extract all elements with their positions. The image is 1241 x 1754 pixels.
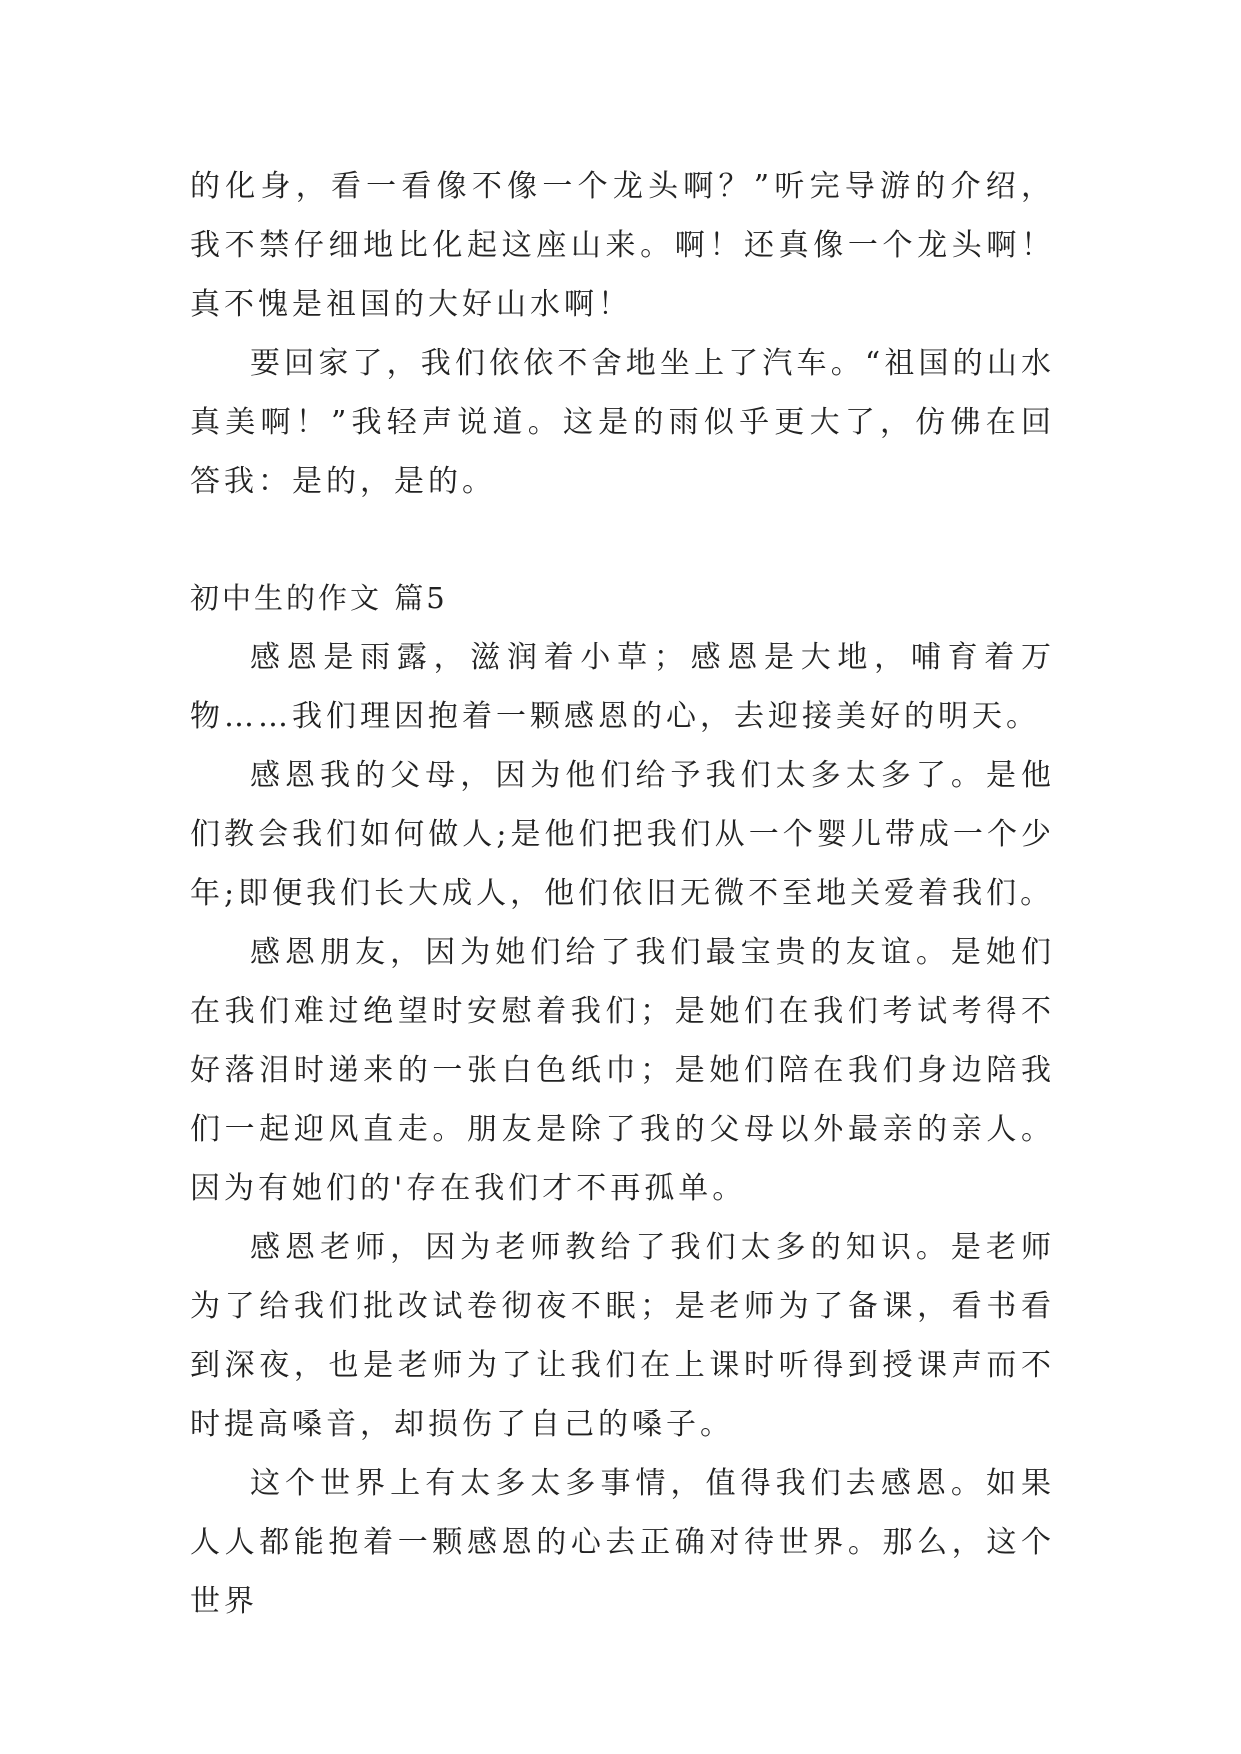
document-body bbox=[190, 157, 1055, 1631]
paragraph-parents: 感恩我的父母，因为他们给予我们太多太多了。是他们教会我们如何做人;是他们把我们从一个婴儿带成一个少年;即便我们长大成人，他们依旧无微不至地关爱着我们。 bbox=[190, 758, 1055, 911]
paragraph-continued: 的化身，看一看像不像一个龙头啊？”听完导游的介绍，我不禁仔细地比化起这座山来。啊！还真像一个龙头啊！真不愧是祖国的大好山水啊！ bbox=[190, 169, 1055, 322]
paragraph-conclusion: 这个世界上有太多太多事情，值得我们去感恩。如果人人都能抱着一颗感恩的心去正确对待世界。那么，这个世界 bbox=[190, 1466, 1055, 1619]
paragraph-intro: 感恩是雨露，滋润着小草；感恩是大地，哺育着万物……我们理因抱着一颗感恩的心，去迎接美好的明天。 bbox=[190, 640, 1055, 734]
section-heading: 初中生的作文 篇5 bbox=[190, 581, 448, 615]
paragraph-teachers: 感恩老师，因为老师教给了我们太多的知识。是老师为了给我们批改试卷彻夜不眠；是老师为了备课，看书看到深夜，也是老师为了让我们在上课时听得到授课声而不时提高嗓音，却损伤了自己的嗓子。 bbox=[190, 1230, 1055, 1442]
paragraph-going-home: 要回家了，我们依依不舍地坐上了汽车。“祖国的山水真美啊！”我轻声说道。这是的雨似乎更大了，仿佛在回答我：是的，是的。 bbox=[190, 346, 1055, 499]
paragraph-friends: 感恩朋友，因为她们给了我们最宝贵的友谊。是她们在我们难过绝望时安慰着我们；是她们在我们考试考得不好落泪时递来的一张白色纸巾；是她们陪在我们身边陪我们一起迎风直走。朋友是除了我的父母以外最亲的亲人。因为有她们的'存在我们才不再孤单。 bbox=[190, 935, 1055, 1206]
